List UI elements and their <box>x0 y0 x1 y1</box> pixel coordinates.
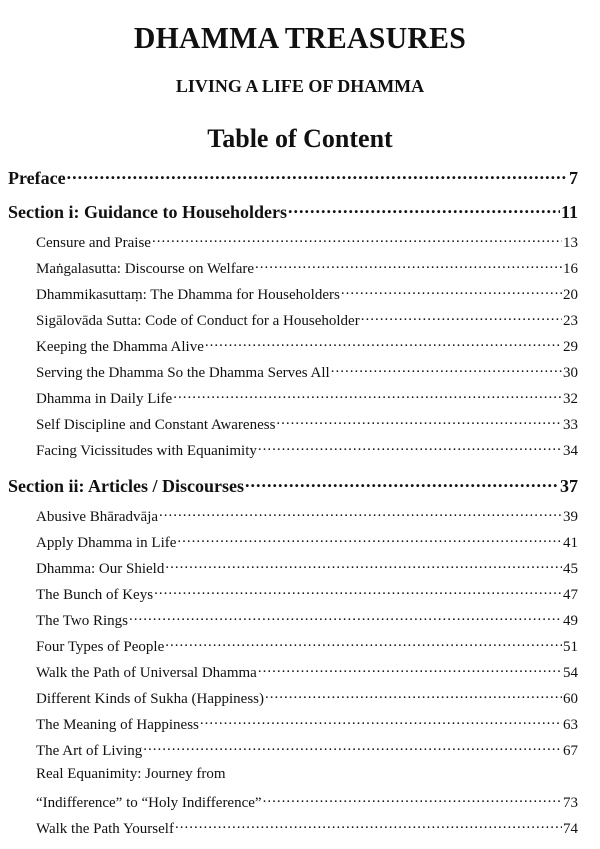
toc-entry[interactable] <box>36 336 578 356</box>
dot-leader <box>177 532 562 547</box>
toc-entry-page: 45 <box>563 561 578 577</box>
toc-entry-label: Dhamma: Our Shield <box>36 561 165 577</box>
toc-entry-label: Real Equanimity: Journey from <box>36 766 226 782</box>
toc-entry[interactable] <box>36 284 578 304</box>
toc-entry-label: Serving the Dhamma So the Dhamma Serves All <box>36 365 330 381</box>
toc-entry-page: 33 <box>563 417 578 433</box>
toc-entry-page: 73 <box>563 795 578 811</box>
dot-leader <box>276 414 562 429</box>
dot-leader <box>165 558 562 573</box>
toc-entry[interactable] <box>36 610 578 630</box>
dot-leader <box>288 200 560 218</box>
toc-entry-page: 60 <box>563 691 578 707</box>
dot-leader <box>165 636 562 651</box>
toc-entry-label: Walk the Path Yourself <box>36 821 174 837</box>
toc-entry-label: The Two Rings <box>36 613 129 629</box>
toc-entry-label: Different Kinds of Sukha (Happiness) <box>36 691 265 707</box>
toc-entry-preface[interactable] <box>8 166 578 189</box>
toc-entry-page: 32 <box>563 391 578 407</box>
dot-leader <box>258 662 562 677</box>
dot-leader <box>245 474 559 492</box>
dot-leader <box>143 740 562 755</box>
toc-entry-label: Dhamma in Daily Life <box>36 391 173 407</box>
toc-entry-page: 30 <box>563 365 578 381</box>
toc-entry-page: 7 <box>569 168 578 188</box>
toc-entry-page: 67 <box>563 743 578 759</box>
toc-section-2[interactable] <box>8 474 578 497</box>
toc-entry[interactable] <box>36 388 578 408</box>
toc-entry[interactable] <box>36 258 578 278</box>
toc-entry[interactable] <box>36 636 578 656</box>
dot-leader <box>67 166 568 184</box>
toc-entry[interactable] <box>36 414 578 434</box>
toc-entry-page: 47 <box>563 587 578 603</box>
dot-leader <box>152 232 562 247</box>
dot-leader <box>341 284 562 299</box>
dot-leader <box>154 584 562 599</box>
toc-entry-label: Keeping the Dhamma Alive <box>36 339 204 355</box>
toc-entry-label: Abusive Bhāradvāja <box>36 509 159 525</box>
dot-leader <box>258 440 562 455</box>
dot-leader <box>255 258 562 273</box>
toc-entry-label: Maṅgalasutta: Discourse on Welfare <box>36 261 255 277</box>
toc-section-label: Section i: Guidance to Householders <box>8 202 288 222</box>
toc-entry-page: 16 <box>563 261 578 277</box>
toc-section-1[interactable] <box>8 200 578 223</box>
toc-heading: Table of Content <box>207 124 393 153</box>
toc-entry-label: Self Discipline and Constant Awareness <box>36 417 276 433</box>
dot-leader <box>265 688 562 703</box>
toc-entry[interactable] <box>36 714 578 734</box>
book-title: DHAMMA TREASURES <box>133 20 467 55</box>
toc-entry[interactable] <box>36 688 578 708</box>
toc-entry[interactable] <box>36 740 578 760</box>
toc-entry-page: 29 <box>563 339 578 355</box>
book-subtitle: LIVING A LIFE OF DHAMMA <box>175 76 425 96</box>
toc-entry-page: 39 <box>563 509 578 525</box>
toc-entry-page: 23 <box>563 313 578 329</box>
toc-entry-page: 51 <box>563 639 578 655</box>
toc-entry-multiline-first[interactable] <box>36 766 578 783</box>
toc-entry-label: “Indifference” to “Holy Indifference” <box>36 795 262 811</box>
toc-entry-label: The Meaning of Happiness <box>36 717 199 733</box>
dot-leader <box>159 506 562 521</box>
toc-entry-label: Walk the Path of Universal Dhamma <box>36 665 257 681</box>
toc-entry[interactable] <box>36 310 578 330</box>
dot-leader <box>361 310 562 325</box>
toc-entry-page: 74 <box>563 821 578 837</box>
toc-entry-page: 34 <box>563 443 578 459</box>
dot-leader <box>205 336 562 351</box>
toc-entry[interactable] <box>36 558 578 578</box>
toc-entry-page: 49 <box>563 613 578 629</box>
dot-leader <box>263 792 562 807</box>
toc-entry-label: Censure and Praise <box>36 235 151 251</box>
dot-leader <box>200 714 562 729</box>
toc-entry-label: Sigālovāda Sutta: Code of Conduct for a Householder <box>36 313 360 329</box>
toc-entry-label: Preface <box>8 168 66 188</box>
toc-entry-page: 41 <box>563 535 578 551</box>
toc-entry[interactable] <box>36 440 578 460</box>
toc-entry-multiline-second[interactable] <box>36 792 578 812</box>
dot-leader <box>331 362 562 377</box>
toc-entry-page: 20 <box>563 287 578 303</box>
toc-entry-label: The Bunch of Keys <box>36 587 154 603</box>
dot-leader <box>173 388 562 403</box>
toc-entry-page: 63 <box>563 717 578 733</box>
toc-section-page: 37 <box>560 476 578 496</box>
toc-entry[interactable] <box>36 232 578 252</box>
toc-section-label: Section ii: Articles / Discourses <box>8 476 244 496</box>
toc-entry-label: Facing Vicissitudes with Equanimity <box>36 443 257 459</box>
dot-leader <box>129 610 562 625</box>
toc-entry-label: Apply Dhamma in Life <box>36 535 177 551</box>
toc-section-page: 11 <box>560 202 578 222</box>
toc-entry[interactable] <box>36 818 578 838</box>
toc-entry-label: The Art of Living <box>36 743 143 759</box>
dot-leader <box>175 818 562 833</box>
toc-entry-label: Dhammikasuttaṃ: The Dhamma for Householders <box>36 287 340 303</box>
toc-entry[interactable] <box>36 584 578 604</box>
toc-entry[interactable] <box>36 506 578 526</box>
toc-entry-label: Four Types of People <box>36 639 165 655</box>
toc-entry-page: 13 <box>563 235 578 251</box>
toc-entry[interactable] <box>36 362 578 382</box>
toc-entry[interactable] <box>36 662 578 682</box>
toc-entry[interactable] <box>36 532 578 552</box>
toc-entry-page: 54 <box>563 665 578 681</box>
